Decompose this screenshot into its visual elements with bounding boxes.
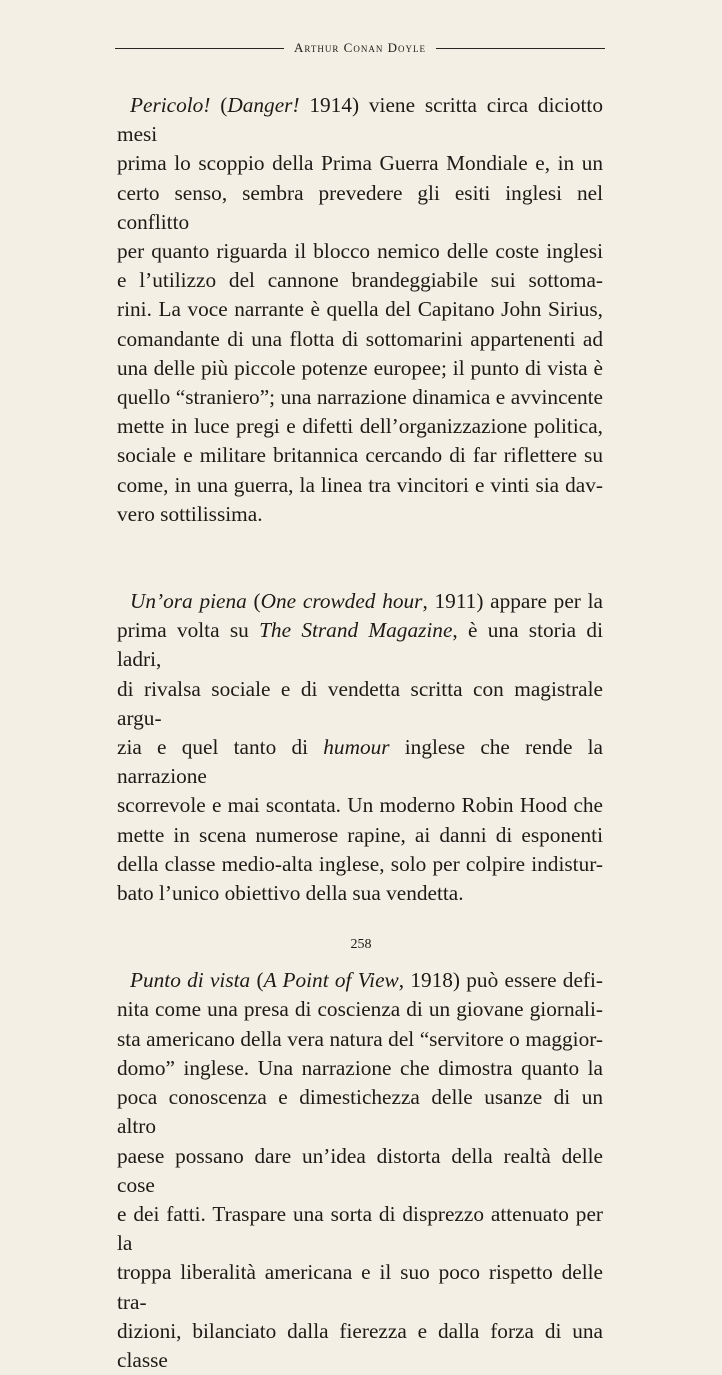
text-run: inglese che rende la narrazione	[117, 735, 604, 789]
text-line	[117, 1025, 603, 1054]
body-text	[117, 91, 603, 1375]
text-line	[117, 441, 603, 470]
text-run: rini. La voce narrante è quella del Capitano John Sirius,	[117, 297, 603, 322]
text-line	[117, 850, 603, 879]
paragraph	[117, 91, 603, 529]
text-run: paese possano dare un’idea distorta della realtà delle cose	[117, 1143, 603, 1197]
running-header	[115, 40, 605, 56]
text-line	[117, 879, 603, 908]
text-line	[117, 821, 603, 850]
text-line	[117, 500, 603, 529]
text-run: comandante di una flotta di sottomarini appartenenti ad	[117, 326, 603, 351]
text-line	[117, 266, 603, 295]
text-run: e l’utilizzo del cannone brandeggiabile sui sottoma-	[117, 268, 603, 293]
text-run: (	[210, 93, 228, 117]
text-run: sta americano della vera natura del “servitore o maggior-	[117, 1026, 603, 1051]
text-run: e dei fatti. Traspare una sorta di disprezzo attenuato per la	[117, 1201, 603, 1256]
text-line	[117, 149, 603, 178]
text-run: (	[250, 968, 264, 993]
text-line	[117, 179, 603, 237]
text-line	[117, 966, 603, 995]
text-run: sociale e militare britannica cercando di far riflettere su	[117, 443, 603, 468]
text-line	[117, 471, 603, 500]
text-run: , è una storia di ladri,	[117, 618, 603, 672]
paragraph	[117, 587, 603, 908]
italic-title: humour	[323, 735, 390, 760]
text-line	[117, 91, 603, 149]
text-run: , 1911) appare per la	[422, 589, 603, 614]
header-rule-left	[115, 48, 284, 49]
italic-title: One crowded hour	[260, 589, 423, 614]
page-number: 258	[350, 937, 372, 952]
italic-title: Pericolo!	[130, 93, 211, 117]
text-line	[117, 295, 603, 324]
text-run: scorrevole e mai scontata. Un moderno Robin Hood che	[117, 793, 603, 818]
text-run: 1914) viene scritta circa diciotto mesi	[117, 93, 603, 147]
text-run: domo” inglese. Una narrazione che dimostra quanto la	[117, 1055, 603, 1080]
running-header-author: Arthur Conan Doyle	[294, 40, 426, 55]
italic-title: A Point of View	[263, 968, 399, 993]
header-rule-right	[436, 48, 605, 49]
text-run: mette in scena numerose rapine, ai danni di esponenti	[117, 822, 603, 847]
text-line	[117, 1142, 603, 1200]
italic-title: Punto di vista	[130, 968, 251, 993]
text-line	[117, 1317, 603, 1375]
text-run: zia e quel tanto di	[117, 735, 324, 760]
text-run: , 1918) può essere defi-	[398, 968, 604, 993]
text-line	[117, 412, 603, 441]
italic-title: Un’ora piena	[130, 589, 247, 614]
text-run: una delle più piccole potenze europee; il punto di vista è	[117, 355, 603, 380]
text-run: dizioni, bilanciato dalla fierezza e dalla forza di una classe	[117, 1318, 603, 1372]
text-line	[117, 587, 603, 616]
text-run: poca conoscenza e dimestichezza delle usanze di un altro	[117, 1085, 603, 1139]
text-line	[117, 675, 603, 733]
text-run: di rivalsa sociale e di vendetta scritta con magistrale argu-	[117, 676, 603, 730]
text-line	[117, 1258, 603, 1316]
text-line	[117, 354, 603, 383]
text-run: vero sottilissima.	[117, 501, 263, 526]
text-run: per quanto riguarda il blocco nemico delle coste inglesi	[117, 239, 603, 264]
text-run: mette in luce pregi e difetti dell’organizzazione politica,	[117, 414, 603, 439]
text-run: certo senso, sembra prevedere gli esiti inglesi nel conflitto	[117, 180, 603, 234]
text-run: prima lo scoppio della Prima Guerra Mondiale e, in un	[117, 151, 603, 176]
text-run: troppa liberalità americana e il suo poco rispetto delle tra-	[117, 1260, 603, 1314]
text-run: della classe medio-alta inglese, solo per colpire indistur-	[117, 851, 603, 876]
text-line	[117, 1083, 603, 1141]
text-run: come, in una guerra, la linea tra vincitori e vinti sia dav-	[117, 472, 603, 497]
text-line	[117, 1200, 603, 1258]
text-line	[117, 791, 603, 820]
text-run: nita come una presa di coscienza di un giovane giornali-	[117, 997, 603, 1022]
text-line	[117, 237, 603, 266]
text-run: prima volta su	[117, 618, 260, 643]
text-line	[117, 383, 603, 412]
text-line	[117, 1054, 603, 1083]
text-line	[117, 733, 603, 791]
italic-title: The Strand Magazine	[259, 618, 453, 643]
text-run: quello “straniero”; una narrazione dinamica e avvincente	[117, 385, 603, 410]
text-run: bato l’unico obiettivo della sua vendetta.	[117, 881, 464, 906]
text-line	[117, 616, 603, 674]
italic-title: Danger!	[227, 93, 300, 117]
text-run: (	[246, 589, 261, 614]
text-line	[117, 325, 603, 354]
paragraph	[117, 966, 603, 1375]
